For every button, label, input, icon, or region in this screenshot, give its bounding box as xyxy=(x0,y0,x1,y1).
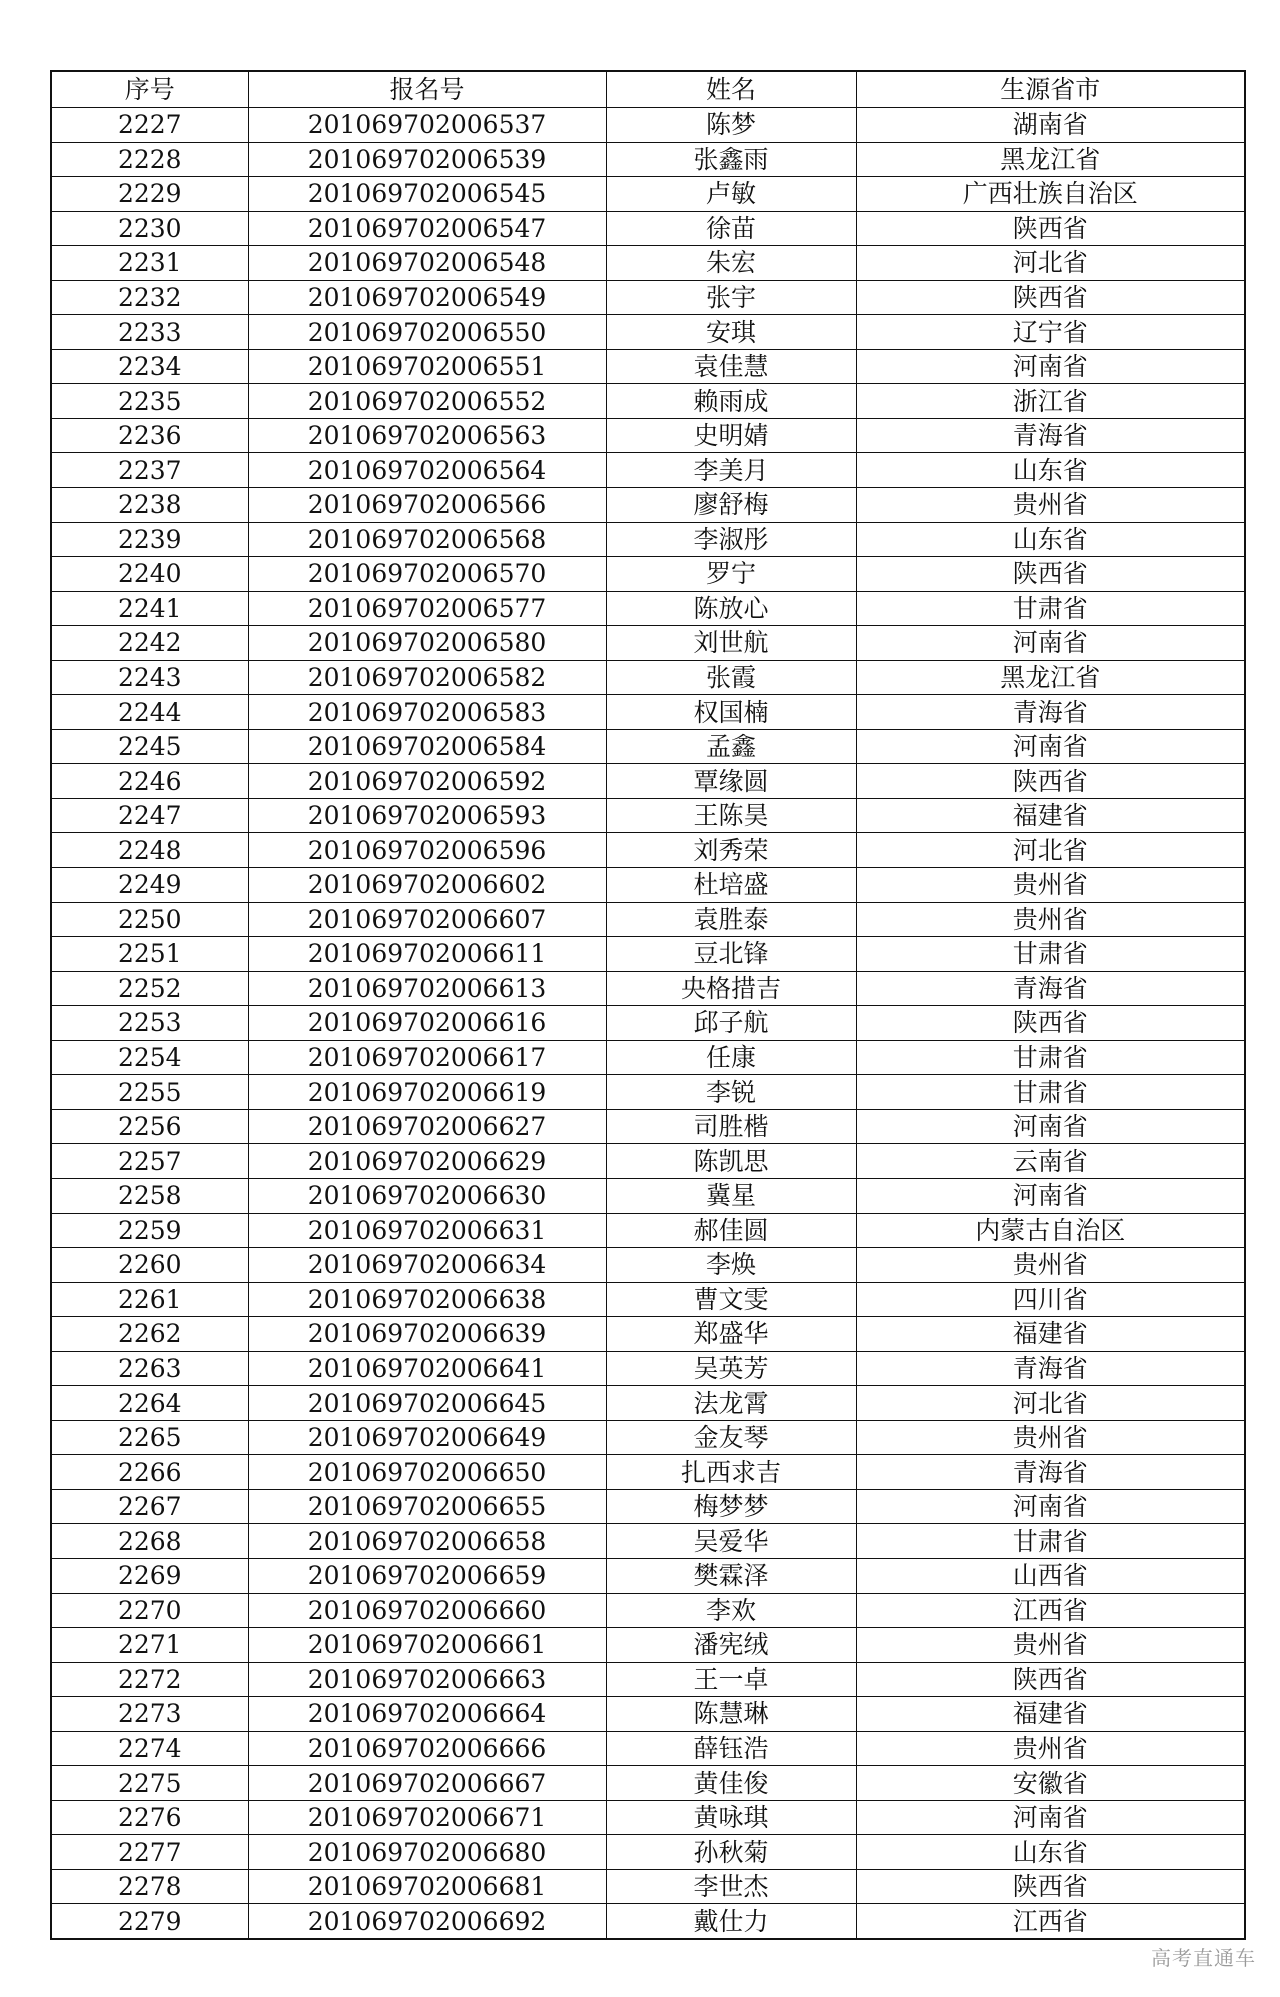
cell-seq: 2251 xyxy=(51,937,248,972)
cell-name: 司胜楷 xyxy=(606,1109,856,1144)
table-row xyxy=(51,246,1245,281)
cell-name: 郑盛华 xyxy=(606,1317,856,1352)
cell-name: 杜培盛 xyxy=(606,868,856,903)
cell-province: 河北省 xyxy=(856,833,1245,868)
table-row xyxy=(51,418,1245,453)
cell-name: 朱宏 xyxy=(606,246,856,281)
table-row xyxy=(51,1489,1245,1524)
table-row xyxy=(51,1800,1245,1835)
cell-province: 陕西省 xyxy=(856,764,1245,799)
cell-province: 河南省 xyxy=(856,349,1245,384)
cell-name: 豆北锋 xyxy=(606,937,856,972)
cell-seq: 2264 xyxy=(51,1386,248,1421)
cell-name: 张鑫雨 xyxy=(606,142,856,177)
cell-seq: 2268 xyxy=(51,1524,248,1559)
cell-reg-no: 201069702006660 xyxy=(248,1593,606,1628)
cell-province: 贵州省 xyxy=(856,1420,1245,1455)
cell-seq: 2241 xyxy=(51,591,248,626)
table-row xyxy=(51,1766,1245,1801)
cell-province: 河北省 xyxy=(856,1386,1245,1421)
cell-seq: 2270 xyxy=(51,1593,248,1628)
cell-name: 史明婧 xyxy=(606,418,856,453)
table-row xyxy=(51,868,1245,903)
header-seq: 序号 xyxy=(51,71,248,108)
cell-province: 辽宁省 xyxy=(856,315,1245,350)
roster-sheet xyxy=(50,70,1244,1940)
table-row xyxy=(51,1109,1245,1144)
table-header xyxy=(51,71,1245,108)
table-body xyxy=(51,108,1245,1939)
cell-seq: 2235 xyxy=(51,384,248,419)
cell-seq: 2262 xyxy=(51,1317,248,1352)
table-row xyxy=(51,142,1245,177)
cell-province: 甘肃省 xyxy=(856,591,1245,626)
table-row xyxy=(51,1248,1245,1283)
cell-province: 河南省 xyxy=(856,626,1245,661)
cell-province: 青海省 xyxy=(856,971,1245,1006)
cell-province: 贵州省 xyxy=(856,1248,1245,1283)
cell-seq: 2233 xyxy=(51,315,248,350)
cell-province: 陕西省 xyxy=(856,1869,1245,1904)
header-reg-no: 报名号 xyxy=(248,71,606,108)
table-row xyxy=(51,557,1245,592)
cell-reg-no: 201069702006551 xyxy=(248,349,606,384)
cell-province: 内蒙古自治区 xyxy=(856,1213,1245,1248)
table-row xyxy=(51,1420,1245,1455)
cell-seq: 2259 xyxy=(51,1213,248,1248)
cell-reg-no: 201069702006570 xyxy=(248,557,606,592)
cell-province: 安徽省 xyxy=(856,1766,1245,1801)
cell-province: 甘肃省 xyxy=(856,1075,1245,1110)
cell-seq: 2242 xyxy=(51,626,248,661)
cell-name: 李焕 xyxy=(606,1248,856,1283)
table-row xyxy=(51,1213,1245,1248)
cell-seq: 2232 xyxy=(51,280,248,315)
table-row xyxy=(51,695,1245,730)
table-row xyxy=(51,1662,1245,1697)
cell-reg-no: 201069702006639 xyxy=(248,1317,606,1352)
table-row xyxy=(51,108,1245,143)
cell-seq: 2230 xyxy=(51,211,248,246)
table-row xyxy=(51,1075,1245,1110)
cell-reg-no: 201069702006583 xyxy=(248,695,606,730)
cell-reg-no: 201069702006655 xyxy=(248,1489,606,1524)
cell-reg-no: 201069702006664 xyxy=(248,1697,606,1732)
cell-reg-no: 201069702006666 xyxy=(248,1731,606,1766)
cell-name: 孙秋菊 xyxy=(606,1835,856,1870)
cell-reg-no: 201069702006548 xyxy=(248,246,606,281)
cell-name: 冀星 xyxy=(606,1178,856,1213)
cell-seq: 2229 xyxy=(51,177,248,212)
cell-name: 刘世航 xyxy=(606,626,856,661)
table-row xyxy=(51,1144,1245,1179)
cell-reg-no: 201069702006617 xyxy=(248,1040,606,1075)
cell-reg-no: 201069702006607 xyxy=(248,902,606,937)
cell-reg-no: 201069702006680 xyxy=(248,1835,606,1870)
header-province: 生源省市 xyxy=(856,71,1245,108)
cell-name: 法龙霄 xyxy=(606,1386,856,1421)
cell-seq: 2245 xyxy=(51,729,248,764)
cell-reg-no: 201069702006629 xyxy=(248,1144,606,1179)
cell-province: 贵州省 xyxy=(856,488,1245,523)
cell-name: 陈梦 xyxy=(606,108,856,143)
table-row xyxy=(51,798,1245,833)
cell-name: 覃缘圆 xyxy=(606,764,856,799)
cell-name: 央格措吉 xyxy=(606,971,856,1006)
table-row xyxy=(51,902,1245,937)
cell-seq: 2247 xyxy=(51,798,248,833)
cell-province: 湖南省 xyxy=(856,108,1245,143)
cell-province: 陕西省 xyxy=(856,1662,1245,1697)
cell-province: 陕西省 xyxy=(856,211,1245,246)
table-row xyxy=(51,1869,1245,1904)
cell-seq: 2257 xyxy=(51,1144,248,1179)
cell-name: 安琪 xyxy=(606,315,856,350)
cell-name: 梅梦梦 xyxy=(606,1489,856,1524)
cell-seq: 2278 xyxy=(51,1869,248,1904)
cell-reg-no: 201069702006619 xyxy=(248,1075,606,1110)
roster-table xyxy=(50,70,1246,1940)
table-row xyxy=(51,522,1245,557)
cell-reg-no: 201069702006582 xyxy=(248,660,606,695)
cell-reg-no: 201069702006659 xyxy=(248,1558,606,1593)
cell-name: 李美月 xyxy=(606,453,856,488)
cell-reg-no: 201069702006613 xyxy=(248,971,606,1006)
table-row xyxy=(51,384,1245,419)
cell-reg-no: 201069702006539 xyxy=(248,142,606,177)
watermark-logo-text: 高考直通车 xyxy=(1151,1946,1256,1970)
cell-reg-no: 201069702006631 xyxy=(248,1213,606,1248)
cell-seq: 2272 xyxy=(51,1662,248,1697)
cell-seq: 2273 xyxy=(51,1697,248,1732)
cell-province: 河南省 xyxy=(856,1109,1245,1144)
cell-seq: 2258 xyxy=(51,1178,248,1213)
cell-province: 福建省 xyxy=(856,1317,1245,1352)
table-row xyxy=(51,764,1245,799)
cell-province: 山东省 xyxy=(856,522,1245,557)
cell-reg-no: 201069702006649 xyxy=(248,1420,606,1455)
table-row xyxy=(51,1697,1245,1732)
cell-seq: 2267 xyxy=(51,1489,248,1524)
cell-province: 云南省 xyxy=(856,1144,1245,1179)
cell-reg-no: 201069702006692 xyxy=(248,1904,606,1939)
cell-name: 郝佳圆 xyxy=(606,1213,856,1248)
cell-seq: 2265 xyxy=(51,1420,248,1455)
cell-name: 李淑彤 xyxy=(606,522,856,557)
cell-reg-no: 201069702006602 xyxy=(248,868,606,903)
cell-seq: 2266 xyxy=(51,1455,248,1490)
table-row xyxy=(51,729,1245,764)
table-row xyxy=(51,1835,1245,1870)
cell-seq: 2237 xyxy=(51,453,248,488)
cell-seq: 2254 xyxy=(51,1040,248,1075)
cell-province: 青海省 xyxy=(856,1455,1245,1490)
table-row xyxy=(51,937,1245,972)
cell-name: 李欢 xyxy=(606,1593,856,1628)
cell-province: 河南省 xyxy=(856,729,1245,764)
cell-reg-no: 201069702006568 xyxy=(248,522,606,557)
cell-province: 福建省 xyxy=(856,798,1245,833)
table-row xyxy=(51,349,1245,384)
table-row xyxy=(51,177,1245,212)
cell-reg-no: 201069702006584 xyxy=(248,729,606,764)
cell-reg-no: 201069702006658 xyxy=(248,1524,606,1559)
cell-province: 浙江省 xyxy=(856,384,1245,419)
cell-reg-no: 201069702006616 xyxy=(248,1006,606,1041)
cell-name: 罗宁 xyxy=(606,557,856,592)
cell-province: 陕西省 xyxy=(856,557,1245,592)
cell-seq: 2260 xyxy=(51,1248,248,1283)
table-row xyxy=(51,453,1245,488)
cell-province: 贵州省 xyxy=(856,902,1245,937)
table-row xyxy=(51,1317,1245,1352)
cell-reg-no: 201069702006580 xyxy=(248,626,606,661)
cell-reg-no: 201069702006650 xyxy=(248,1455,606,1490)
cell-reg-no: 201069702006661 xyxy=(248,1628,606,1663)
cell-name: 张霞 xyxy=(606,660,856,695)
cell-seq: 2252 xyxy=(51,971,248,1006)
cell-province: 江西省 xyxy=(856,1593,1245,1628)
cell-seq: 2269 xyxy=(51,1558,248,1593)
cell-reg-no: 201069702006634 xyxy=(248,1248,606,1283)
cell-seq: 2248 xyxy=(51,833,248,868)
table-row xyxy=(51,1386,1245,1421)
cell-reg-no: 201069702006545 xyxy=(248,177,606,212)
table-row xyxy=(51,1731,1245,1766)
cell-name: 潘宪绒 xyxy=(606,1628,856,1663)
cell-province: 广西壮族自治区 xyxy=(856,177,1245,212)
cell-province: 陕西省 xyxy=(856,1006,1245,1041)
cell-name: 张宇 xyxy=(606,280,856,315)
cell-province: 黑龙江省 xyxy=(856,142,1245,177)
cell-province: 山东省 xyxy=(856,453,1245,488)
cell-seq: 2263 xyxy=(51,1351,248,1386)
cell-reg-no: 201069702006596 xyxy=(248,833,606,868)
cell-name: 卢敏 xyxy=(606,177,856,212)
cell-reg-no: 201069702006566 xyxy=(248,488,606,523)
cell-province: 河南省 xyxy=(856,1178,1245,1213)
cell-province: 甘肃省 xyxy=(856,937,1245,972)
cell-reg-no: 201069702006663 xyxy=(248,1662,606,1697)
cell-seq: 2236 xyxy=(51,418,248,453)
cell-reg-no: 201069702006641 xyxy=(248,1351,606,1386)
cell-province: 贵州省 xyxy=(856,1628,1245,1663)
cell-reg-no: 201069702006577 xyxy=(248,591,606,626)
cell-reg-no: 201069702006552 xyxy=(248,384,606,419)
table-row xyxy=(51,833,1245,868)
cell-seq: 2276 xyxy=(51,1800,248,1835)
table-row xyxy=(51,488,1245,523)
table-row xyxy=(51,1628,1245,1663)
table-row xyxy=(51,1593,1245,1628)
cell-seq: 2275 xyxy=(51,1766,248,1801)
cell-seq: 2271 xyxy=(51,1628,248,1663)
cell-province: 河南省 xyxy=(856,1489,1245,1524)
table-row xyxy=(51,660,1245,695)
cell-seq: 2279 xyxy=(51,1904,248,1939)
table-row xyxy=(51,1455,1245,1490)
cell-name: 金友琴 xyxy=(606,1420,856,1455)
cell-name: 赖雨成 xyxy=(606,384,856,419)
cell-province: 黑龙江省 xyxy=(856,660,1245,695)
table-row xyxy=(51,626,1245,661)
cell-seq: 2238 xyxy=(51,488,248,523)
cell-province: 山东省 xyxy=(856,1835,1245,1870)
cell-name: 吴英芳 xyxy=(606,1351,856,1386)
cell-province: 四川省 xyxy=(856,1282,1245,1317)
cell-seq: 2255 xyxy=(51,1075,248,1110)
table-row xyxy=(51,971,1245,1006)
table-row xyxy=(51,280,1245,315)
cell-name: 廖舒梅 xyxy=(606,488,856,523)
cell-seq: 2261 xyxy=(51,1282,248,1317)
cell-name: 陈放心 xyxy=(606,591,856,626)
cell-province: 贵州省 xyxy=(856,868,1245,903)
cell-province: 河北省 xyxy=(856,246,1245,281)
cell-name: 戴仕力 xyxy=(606,1904,856,1939)
cell-name: 任康 xyxy=(606,1040,856,1075)
cell-name: 陈凯思 xyxy=(606,1144,856,1179)
cell-seq: 2277 xyxy=(51,1835,248,1870)
table-row xyxy=(51,1904,1245,1939)
cell-reg-no: 201069702006667 xyxy=(248,1766,606,1801)
cell-name: 薛钰浩 xyxy=(606,1731,856,1766)
header-row xyxy=(51,71,1245,108)
cell-reg-no: 201069702006547 xyxy=(248,211,606,246)
cell-name: 樊霖泽 xyxy=(606,1558,856,1593)
cell-name: 吴爱华 xyxy=(606,1524,856,1559)
cell-name: 袁佳慧 xyxy=(606,349,856,384)
cell-name: 扎西求吉 xyxy=(606,1455,856,1490)
cell-province: 青海省 xyxy=(856,695,1245,730)
cell-name: 孟鑫 xyxy=(606,729,856,764)
cell-reg-no: 201069702006592 xyxy=(248,764,606,799)
cell-name: 李锐 xyxy=(606,1075,856,1110)
cell-seq: 2239 xyxy=(51,522,248,557)
table-row xyxy=(51,1524,1245,1559)
cell-province: 贵州省 xyxy=(856,1731,1245,1766)
cell-name: 袁胜泰 xyxy=(606,902,856,937)
cell-reg-no: 201069702006681 xyxy=(248,1869,606,1904)
cell-reg-no: 201069702006549 xyxy=(248,280,606,315)
cell-seq: 2256 xyxy=(51,1109,248,1144)
cell-province: 山西省 xyxy=(856,1558,1245,1593)
cell-province: 青海省 xyxy=(856,418,1245,453)
cell-seq: 2250 xyxy=(51,902,248,937)
cell-name: 王陈昊 xyxy=(606,798,856,833)
cell-province: 福建省 xyxy=(856,1697,1245,1732)
cell-name: 徐苗 xyxy=(606,211,856,246)
cell-name: 李世杰 xyxy=(606,1869,856,1904)
cell-province: 江西省 xyxy=(856,1904,1245,1939)
cell-reg-no: 201069702006537 xyxy=(248,108,606,143)
cell-reg-no: 201069702006593 xyxy=(248,798,606,833)
table-row xyxy=(51,1558,1245,1593)
table-row xyxy=(51,1040,1245,1075)
cell-name: 黄咏琪 xyxy=(606,1800,856,1835)
cell-reg-no: 201069702006671 xyxy=(248,1800,606,1835)
table-row xyxy=(51,211,1245,246)
table-row xyxy=(51,1282,1245,1317)
cell-name: 刘秀荣 xyxy=(606,833,856,868)
cell-reg-no: 201069702006611 xyxy=(248,937,606,972)
cell-province: 陕西省 xyxy=(856,280,1245,315)
cell-reg-no: 201069702006550 xyxy=(248,315,606,350)
cell-province: 河南省 xyxy=(856,1800,1245,1835)
cell-seq: 2244 xyxy=(51,695,248,730)
cell-reg-no: 201069702006627 xyxy=(248,1109,606,1144)
cell-seq: 2227 xyxy=(51,108,248,143)
cell-name: 黄佳俊 xyxy=(606,1766,856,1801)
table-row xyxy=(51,1178,1245,1213)
table-row xyxy=(51,1351,1245,1386)
cell-name: 曹文雯 xyxy=(606,1282,856,1317)
cell-seq: 2240 xyxy=(51,557,248,592)
table-row xyxy=(51,1006,1245,1041)
cell-reg-no: 201069702006564 xyxy=(248,453,606,488)
cell-reg-no: 201069702006630 xyxy=(248,1178,606,1213)
cell-reg-no: 201069702006645 xyxy=(248,1386,606,1421)
cell-seq: 2243 xyxy=(51,660,248,695)
cell-seq: 2274 xyxy=(51,1731,248,1766)
cell-name: 权国楠 xyxy=(606,695,856,730)
header-name: 姓名 xyxy=(606,71,856,108)
cell-seq: 2249 xyxy=(51,868,248,903)
cell-name: 王一卓 xyxy=(606,1662,856,1697)
cell-name: 邱子航 xyxy=(606,1006,856,1041)
table-row xyxy=(51,591,1245,626)
cell-province: 青海省 xyxy=(856,1351,1245,1386)
cell-reg-no: 201069702006638 xyxy=(248,1282,606,1317)
cell-seq: 2231 xyxy=(51,246,248,281)
cell-seq: 2253 xyxy=(51,1006,248,1041)
cell-seq: 2246 xyxy=(51,764,248,799)
cell-name: 陈慧琳 xyxy=(606,1697,856,1732)
table-row xyxy=(51,315,1245,350)
cell-reg-no: 201069702006563 xyxy=(248,418,606,453)
cell-province: 甘肃省 xyxy=(856,1524,1245,1559)
cell-province: 甘肃省 xyxy=(856,1040,1245,1075)
cell-seq: 2234 xyxy=(51,349,248,384)
cell-seq: 2228 xyxy=(51,142,248,177)
